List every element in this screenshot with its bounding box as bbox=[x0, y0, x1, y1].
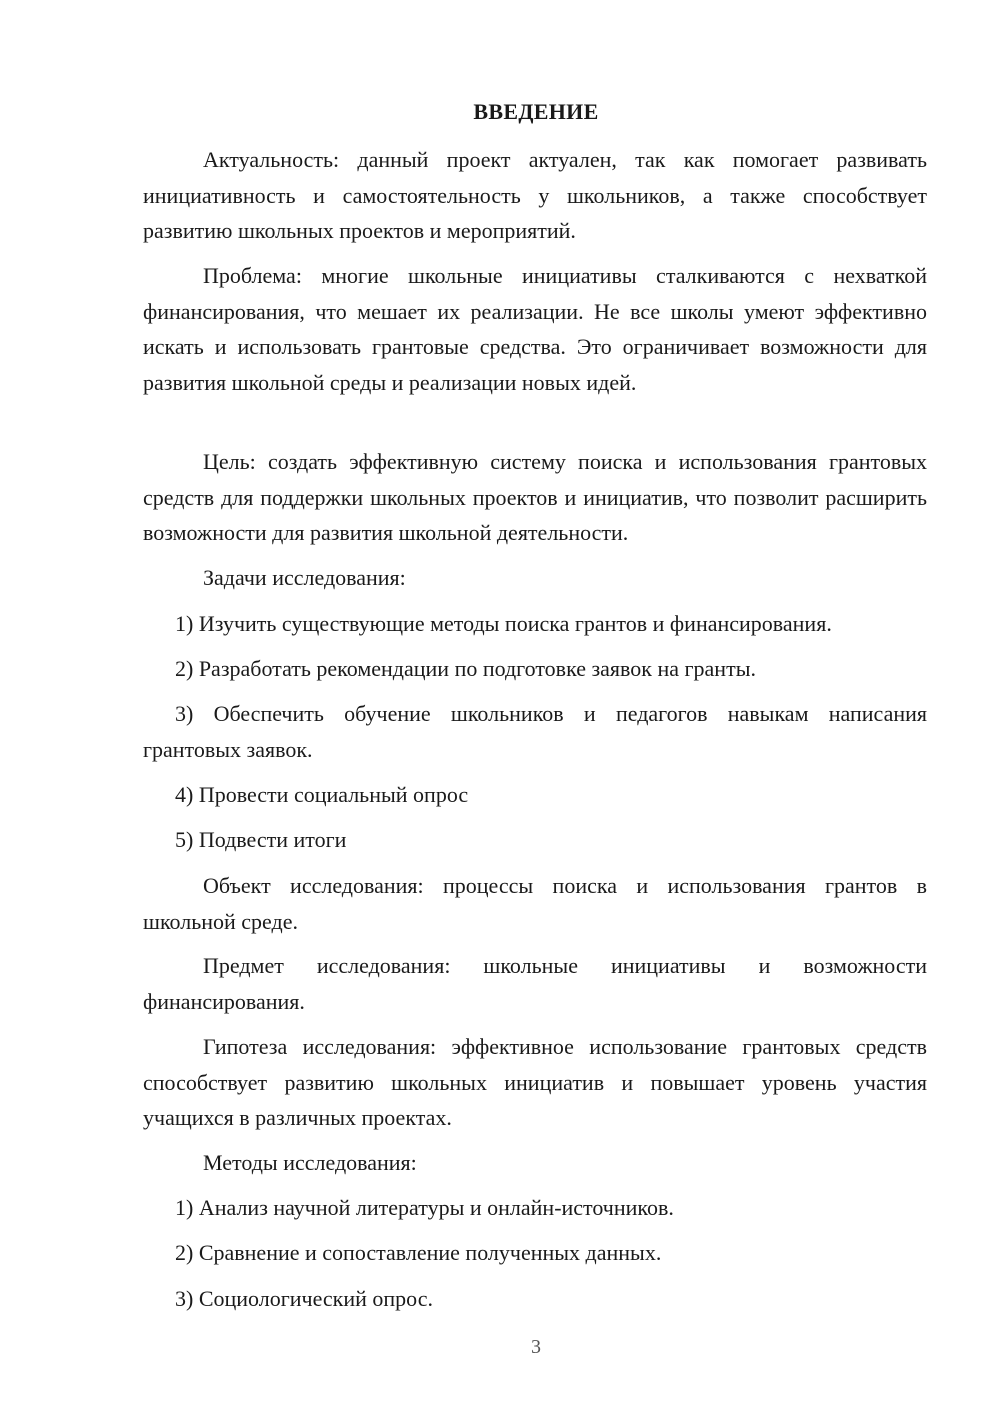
task-item-1: 1) Изучить существующие методы поиска грантов и финансирования. bbox=[175, 611, 832, 636]
tasks-heading: Задачи исследования: bbox=[203, 565, 406, 590]
page-number: 3 bbox=[531, 1336, 541, 1358]
methods-heading: Методы исследования: bbox=[203, 1150, 417, 1175]
task-item-2: 2) Разработать рекомендации по подготовке заявок на гранты. bbox=[175, 656, 756, 681]
subject-paragraph: Предмет исследования: школьные инициативы и возможности финансирования. bbox=[143, 953, 927, 1014]
object-paragraph: Объект исследования: процессы поиска и использования грантов в школьной среде. bbox=[143, 873, 927, 934]
section-title: ВВЕДЕНИЕ bbox=[473, 99, 599, 124]
hypothesis-paragraph: Гипотеза исследования: эффективное использование грантовых средств способствует развитию школьных инициатив и повышает уровень участия учащихся в различных проектах. bbox=[143, 1034, 927, 1130]
task-item-3: 3) Обеспечить обучение школьников и педагогов навыкам написания грантовых заявок. bbox=[143, 701, 927, 762]
problem-paragraph: Проблема: многие школьные инициативы сталкиваются с нехваткой финансирования, что мешает их реализации. Не все школы умеют эффективно искать и использовать грантовые средства. Это ограничивает возможности для развития школьной среды и реализации новых идей. bbox=[143, 263, 927, 395]
relevance-paragraph: Актуальность: данный проект актуален, так как помогает развивать инициативность и самостоятельность у школьников, а также способствует развитию школьных проектов и мероприятий. bbox=[143, 147, 927, 243]
task-item-5: 5) Подвести итоги bbox=[175, 827, 347, 852]
method-item-3: 3) Социологический опрос. bbox=[175, 1286, 433, 1311]
goal-paragraph: Цель: создать эффективную систему поиска и использования грантовых средств для поддержки школьных проектов и инициатив, что позволит расширить возможности для развития школьной деятельности. bbox=[143, 449, 927, 545]
task-item-4: 4) Провести социальный опрос bbox=[175, 782, 469, 807]
method-item-1: 1) Анализ научной литературы и онлайн-источников. bbox=[175, 1195, 674, 1220]
method-item-2: 2) Сравнение и сопоставление полученных данных. bbox=[175, 1240, 662, 1265]
